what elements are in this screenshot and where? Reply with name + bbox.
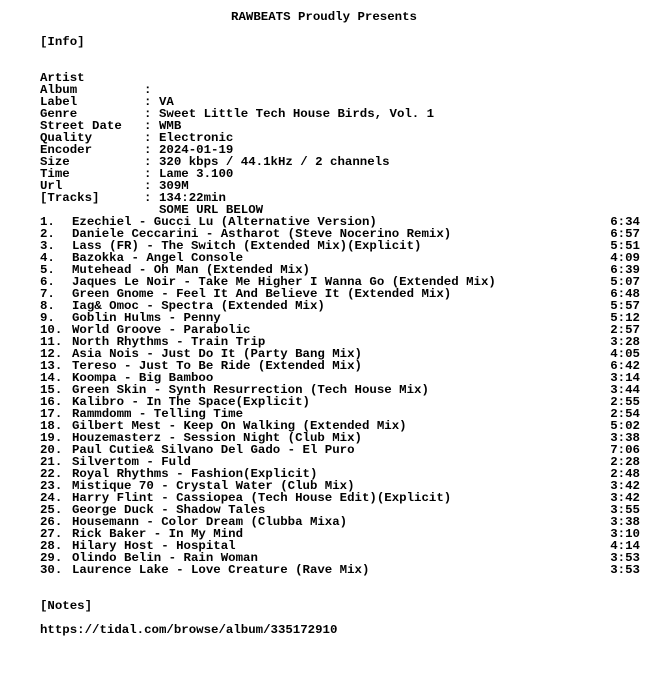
- track-number: 1.: [40, 215, 55, 229]
- info-value: 2024-01-19: [159, 143, 234, 157]
- track-duration: 4:14: [610, 539, 640, 553]
- track-duration: 3:53: [610, 563, 640, 577]
- info-separator: :: [144, 179, 152, 193]
- info-value: 309M: [159, 179, 189, 193]
- track-title: Houzemasterz - Session Night (Club Mix): [72, 431, 362, 445]
- info-separator: :: [144, 143, 152, 157]
- track-duration: 4:09: [610, 251, 640, 265]
- track-duration: 4:05: [610, 347, 640, 361]
- track-duration: 2:57: [610, 323, 640, 337]
- info-separator: :: [144, 191, 152, 205]
- info-value: SOME URL BELOW: [159, 203, 264, 217]
- track-number: 4.: [40, 251, 55, 265]
- track-duration: 7:06: [610, 443, 640, 457]
- track-duration: 6:42: [610, 359, 640, 373]
- track-duration: 3:38: [610, 515, 640, 529]
- track-title: Iag& Omoc - Spectra (Extended Mix): [72, 299, 325, 313]
- track-title: Mistique 70 - Crystal Water (Club Mix): [72, 479, 355, 493]
- info-key: Time: [40, 167, 70, 181]
- track-duration: 3:14: [610, 371, 640, 385]
- track-number: 28.: [40, 539, 63, 553]
- track-number: 16.: [40, 395, 63, 409]
- track-duration: 6:34: [610, 215, 640, 229]
- track-duration: 6:48: [610, 287, 640, 301]
- track-number: 12.: [40, 347, 63, 361]
- track-duration: 3:38: [610, 431, 640, 445]
- track-duration: 2:55: [610, 395, 640, 409]
- track-number: 2.: [40, 227, 55, 241]
- info-heading: [Info]: [40, 35, 85, 49]
- track-number: 14.: [40, 371, 63, 385]
- info-value: 134:22min: [159, 191, 226, 205]
- info-separator: :: [144, 95, 152, 109]
- track-title: Royal Rhythms - Fashion(Explicit): [72, 467, 318, 481]
- track-duration: 5:57: [610, 299, 640, 313]
- track-title: Harry Flint - Cassiopea (Tech House Edit)(Explicit): [72, 491, 452, 505]
- track-duration: 5:07: [610, 275, 640, 289]
- track-title: Gilbert Mest - Keep On Walking (Extended Mix): [72, 419, 407, 433]
- track-duration: 2:28: [610, 455, 640, 469]
- track-title: World Groove - Parabolic: [72, 323, 251, 337]
- track-number: 27.: [40, 527, 63, 541]
- info-value: WMB: [159, 119, 182, 133]
- track-duration: 5:12: [610, 311, 640, 325]
- track-duration: 3:55: [610, 503, 640, 517]
- info-value: Sweet Little Tech House Birds, Vol. 1: [159, 107, 435, 121]
- track-title: Lass (FR) - The Switch (Extended Mix)(Explicit): [72, 239, 422, 253]
- track-title: Green Skin - Synth Resurrection (Tech House Mix): [72, 383, 429, 397]
- track-number: 24.: [40, 491, 63, 505]
- track-title: Green Gnome - Feel It And Believe It (Extended Mix): [72, 287, 452, 301]
- info-value: Lame 3.100: [159, 167, 234, 181]
- info-key: Artist: [40, 71, 85, 85]
- track-title: Jaques Le Noir - Take Me Higher I Wanna Go (Extended Mix): [72, 275, 496, 289]
- info-separator: :: [144, 131, 152, 145]
- track-title: Laurence Lake - Love Creature (Rave Mix): [72, 563, 370, 577]
- track-title: Koompa - Big Bamboo: [72, 371, 214, 385]
- track-number: 30.: [40, 563, 63, 577]
- track-duration: 2:48: [610, 467, 640, 481]
- track-list: [40, 216, 640, 576]
- track-title: Bazokka - Angel Console: [72, 251, 244, 265]
- track-title: Goblin Hulms - Penny: [72, 311, 221, 325]
- release-title: RAWBEATS Proudly Presents: [231, 10, 417, 24]
- track-number: 5.: [40, 263, 55, 277]
- info-key: Encoder: [40, 143, 93, 157]
- track-number: 13.: [40, 359, 63, 373]
- track-title: Daniele Ceccarini - Astharot (Steve Nocerino Remix): [72, 227, 452, 241]
- track-duration: 6:57: [610, 227, 640, 241]
- track-number: 7.: [40, 287, 55, 301]
- info-value: Electronic: [159, 131, 234, 145]
- track-number: 10.: [40, 323, 63, 337]
- track-title: Kalibro - In The Space(Explicit): [72, 395, 310, 409]
- notes-heading: [Notes]: [40, 599, 93, 613]
- track-title: Mutehead - Oh Man (Extended Mix): [72, 263, 310, 277]
- track-number: 23.: [40, 479, 63, 493]
- info-key: Url: [40, 179, 63, 193]
- info-key: Street Date: [40, 119, 122, 133]
- track-row: [40, 564, 640, 576]
- track-title: North Rhythms - Train Trip: [72, 335, 266, 349]
- track-number: 8.: [40, 299, 55, 313]
- info-key: Label: [40, 95, 78, 109]
- info-separator: :: [144, 119, 152, 133]
- track-number: 25.: [40, 503, 63, 517]
- track-title: George Duck - Shadow Tales: [72, 503, 266, 517]
- track-number: 19.: [40, 431, 63, 445]
- track-duration: 3:42: [610, 491, 640, 505]
- info-separator: :: [144, 155, 152, 169]
- track-title: Tereso - Just To Be Ride (Extended Mix): [72, 359, 362, 373]
- track-title: Housemann - Color Dream (Clubba Mixa): [72, 515, 348, 529]
- track-number: 15.: [40, 383, 63, 397]
- tracks-heading: [Tracks]: [40, 191, 100, 205]
- notes-url: https://tidal.com/browse/album/335172910: [40, 623, 338, 637]
- track-number: 17.: [40, 407, 63, 421]
- track-duration: 6:39: [610, 263, 640, 277]
- track-title: Ezechiel - Gucci Lu (Alternative Version): [72, 215, 377, 229]
- track-number: 11.: [40, 335, 63, 349]
- track-number: 26.: [40, 515, 63, 529]
- info-key: Size: [40, 155, 70, 169]
- info-key: Album: [40, 83, 78, 97]
- track-title: Rammdomm - Telling Time: [72, 407, 244, 421]
- track-title: Silvertom - Fuld: [72, 455, 191, 469]
- info-separator: :: [144, 83, 152, 97]
- info-separator: :: [144, 107, 152, 121]
- info-key: Quality: [40, 131, 93, 145]
- track-number: 18.: [40, 419, 63, 433]
- track-number: 6.: [40, 275, 55, 289]
- track-number: 3.: [40, 239, 55, 253]
- track-duration: 3:28: [610, 335, 640, 349]
- track-title: Asia Nois - Just Do It (Party Bang Mix): [72, 347, 362, 361]
- info-value: 320 kbps / 44.1kHz / 2 channels: [159, 155, 390, 169]
- info-value: VA: [159, 95, 174, 109]
- track-duration: 3:44: [610, 383, 640, 397]
- track-duration: 3:53: [610, 551, 640, 565]
- track-title: Rick Baker - In My Mind: [72, 527, 244, 541]
- track-duration: 2:54: [610, 407, 640, 421]
- track-duration: 5:51: [610, 239, 640, 253]
- track-number: 22.: [40, 467, 63, 481]
- info-key: Genre: [40, 107, 78, 121]
- track-title: Paul Cutie& Silvano Del Gado - El Puro: [72, 443, 355, 457]
- track-duration: 3:10: [610, 527, 640, 541]
- info-separator: :: [144, 167, 152, 181]
- track-duration: 3:42: [610, 479, 640, 493]
- track-number: 20.: [40, 443, 63, 457]
- track-title: Olindo Belin - Rain Woman: [72, 551, 258, 565]
- track-duration: 5:02: [610, 419, 640, 433]
- track-title: Hilary Host - Hospital: [72, 539, 236, 553]
- track-number: 21.: [40, 455, 63, 469]
- track-number: 29.: [40, 551, 63, 565]
- track-number: 9.: [40, 311, 55, 325]
